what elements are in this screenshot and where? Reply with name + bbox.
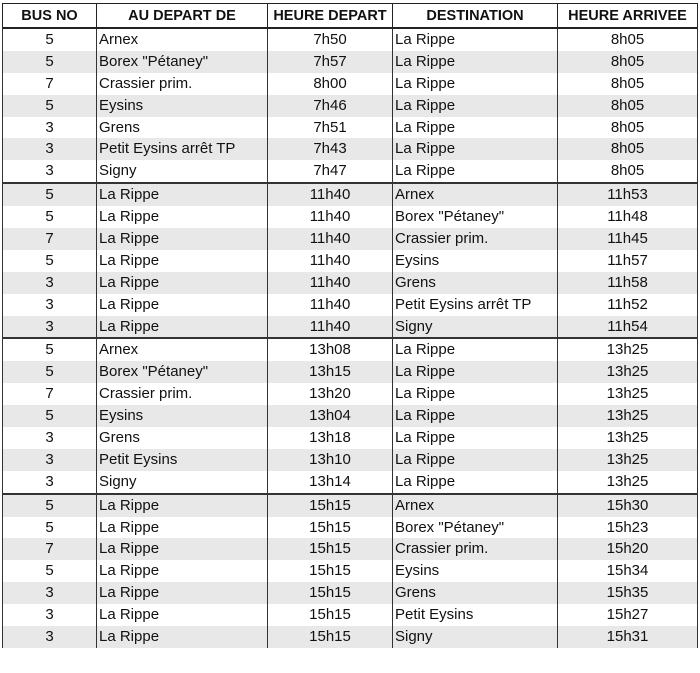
table-row [3,73,698,95]
departure-time-cell: 7h51 [268,117,393,139]
destination-cell: Borex "Pétaney" [393,206,558,228]
arrival-time-cell: 8h05 [558,160,698,183]
arrival-time-cell: 8h05 [558,138,698,160]
header-bus-no: BUS NO [3,4,97,29]
table-row [3,361,698,383]
departure-time-cell: 15h15 [268,494,393,517]
departure-place-cell: La Rippe [97,517,268,539]
bus-number-cell: 5 [3,95,97,117]
destination-cell: La Rippe [393,471,558,494]
departure-time-cell: 13h20 [268,383,393,405]
departure-place-cell: La Rippe [97,626,268,648]
table-row [3,160,698,183]
destination-cell: Signy [393,316,558,339]
bus-number-cell: 5 [3,494,97,517]
departure-time-cell: 13h10 [268,449,393,471]
destination-cell: Signy [393,626,558,648]
table-row [3,228,698,250]
destination-cell: La Rippe [393,160,558,183]
bus-number-cell: 3 [3,138,97,160]
bus-number-cell: 5 [3,28,97,51]
table-body [3,28,698,648]
departure-time-cell: 7h46 [268,95,393,117]
destination-cell: Crassier prim. [393,228,558,250]
arrival-time-cell: 13h25 [558,361,698,383]
table-row [3,582,698,604]
arrival-time-cell: 13h25 [558,383,698,405]
destination-cell: La Rippe [393,361,558,383]
destination-cell: Grens [393,272,558,294]
table-row [3,28,698,51]
departure-time-cell: 7h50 [268,28,393,51]
destination-cell: La Rippe [393,405,558,427]
departure-time-cell: 11h40 [268,183,393,206]
bus-number-cell: 5 [3,405,97,427]
table-row [3,427,698,449]
arrival-time-cell: 13h25 [558,338,698,361]
header-arrival-time: HEURE ARRIVEE [558,4,698,29]
destination-cell: La Rippe [393,338,558,361]
arrival-time-cell: 13h25 [558,449,698,471]
departure-place-cell: Crassier prim. [97,73,268,95]
departure-place-cell: La Rippe [97,294,268,316]
destination-cell: La Rippe [393,449,558,471]
departure-time-cell: 11h40 [268,272,393,294]
arrival-time-cell: 11h53 [558,183,698,206]
arrival-time-cell: 13h25 [558,427,698,449]
arrival-time-cell: 13h25 [558,471,698,494]
table-row [3,560,698,582]
arrival-time-cell: 11h52 [558,294,698,316]
bus-number-cell: 3 [3,117,97,139]
destination-cell: La Rippe [393,427,558,449]
table-row [3,206,698,228]
arrival-time-cell: 11h48 [558,206,698,228]
bus-number-cell: 5 [3,338,97,361]
departure-place-cell: La Rippe [97,183,268,206]
departure-time-cell: 15h15 [268,604,393,626]
destination-cell: La Rippe [393,51,558,73]
destination-cell: Crassier prim. [393,538,558,560]
departure-place-cell: Borex "Pétaney" [97,51,268,73]
arrival-time-cell: 15h34 [558,560,698,582]
departure-time-cell: 8h00 [268,73,393,95]
bus-number-cell: 5 [3,560,97,582]
departure-place-cell: Eysins [97,405,268,427]
departure-place-cell: Grens [97,117,268,139]
bus-number-cell: 5 [3,361,97,383]
arrival-time-cell: 8h05 [558,28,698,51]
arrival-time-cell: 8h05 [558,95,698,117]
arrival-time-cell: 15h27 [558,604,698,626]
bus-number-cell: 5 [3,51,97,73]
table-row [3,95,698,117]
departure-place-cell: Petit Eysins arrêt TP [97,138,268,160]
bus-number-cell: 7 [3,228,97,250]
destination-cell: Eysins [393,250,558,272]
departure-time-cell: 11h40 [268,294,393,316]
arrival-time-cell: 11h54 [558,316,698,339]
departure-place-cell: La Rippe [97,206,268,228]
departure-place-cell: Arnex [97,28,268,51]
bus-number-cell: 3 [3,626,97,648]
departure-place-cell: Signy [97,471,268,494]
arrival-time-cell: 15h23 [558,517,698,539]
table-row [3,604,698,626]
table-row [3,383,698,405]
bus-number-cell: 5 [3,250,97,272]
destination-cell: Petit Eysins [393,604,558,626]
departure-place-cell: La Rippe [97,560,268,582]
departure-time-cell: 13h14 [268,471,393,494]
bus-number-cell: 3 [3,316,97,339]
departure-time-cell: 11h40 [268,206,393,228]
table-row [3,51,698,73]
header-row [3,4,698,29]
departure-place-cell: La Rippe [97,250,268,272]
table-row [3,494,698,517]
departure-time-cell: 7h47 [268,160,393,183]
bus-number-cell: 3 [3,604,97,626]
departure-time-cell: 13h08 [268,338,393,361]
arrival-time-cell: 11h58 [558,272,698,294]
departure-time-cell: 13h18 [268,427,393,449]
arrival-time-cell: 15h35 [558,582,698,604]
departure-time-cell: 15h15 [268,560,393,582]
arrival-time-cell: 11h45 [558,228,698,250]
table-row [3,250,698,272]
table-row [3,183,698,206]
table-row [3,517,698,539]
bus-number-cell: 5 [3,183,97,206]
table-row [3,471,698,494]
departure-time-cell: 13h04 [268,405,393,427]
arrival-time-cell: 11h57 [558,250,698,272]
destination-cell: Borex "Pétaney" [393,517,558,539]
departure-time-cell: 11h40 [268,316,393,339]
bus-number-cell: 3 [3,160,97,183]
bus-number-cell: 3 [3,582,97,604]
header-depart-from: AU DEPART DE [97,4,268,29]
departure-time-cell: 15h15 [268,517,393,539]
table-row [3,117,698,139]
header-destination: DESTINATION [393,4,558,29]
departure-time-cell: 15h15 [268,538,393,560]
bus-number-cell: 5 [3,206,97,228]
destination-cell: La Rippe [393,138,558,160]
destination-cell: La Rippe [393,28,558,51]
departure-place-cell: Petit Eysins [97,449,268,471]
bus-schedule-table [2,3,698,648]
destination-cell: La Rippe [393,73,558,95]
departure-place-cell: La Rippe [97,538,268,560]
table-row [3,405,698,427]
destination-cell: Arnex [393,183,558,206]
header-departure-time: HEURE DEPART [268,4,393,29]
bus-number-cell: 3 [3,272,97,294]
departure-time-cell: 7h57 [268,51,393,73]
departure-time-cell: 13h15 [268,361,393,383]
departure-place-cell: La Rippe [97,494,268,517]
departure-time-cell: 15h15 [268,626,393,648]
departure-place-cell: La Rippe [97,582,268,604]
departure-place-cell: Borex "Pétaney" [97,361,268,383]
destination-cell: Arnex [393,494,558,517]
departure-time-cell: 15h15 [268,582,393,604]
bus-number-cell: 7 [3,73,97,95]
departure-time-cell: 11h40 [268,228,393,250]
bus-number-cell: 3 [3,294,97,316]
destination-cell: La Rippe [393,95,558,117]
departure-place-cell: La Rippe [97,604,268,626]
table-row [3,316,698,339]
arrival-time-cell: 15h31 [558,626,698,648]
departure-place-cell: Arnex [97,338,268,361]
departure-place-cell: La Rippe [97,316,268,339]
table-row [3,449,698,471]
destination-cell: La Rippe [393,117,558,139]
destination-cell: Grens [393,582,558,604]
table-row [3,338,698,361]
departure-place-cell: La Rippe [97,228,268,250]
bus-number-cell: 3 [3,449,97,471]
bus-number-cell: 7 [3,383,97,405]
destination-cell: La Rippe [393,383,558,405]
arrival-time-cell: 15h20 [558,538,698,560]
arrival-time-cell: 8h05 [558,73,698,95]
departure-time-cell: 11h40 [268,250,393,272]
destination-cell: Petit Eysins arrêt TP [393,294,558,316]
departure-place-cell: Eysins [97,95,268,117]
table-header [3,4,698,29]
departure-place-cell: Signy [97,160,268,183]
bus-number-cell: 3 [3,471,97,494]
departure-place-cell: La Rippe [97,272,268,294]
departure-place-cell: Crassier prim. [97,383,268,405]
arrival-time-cell: 13h25 [558,405,698,427]
destination-cell: Eysins [393,560,558,582]
table-row [3,272,698,294]
arrival-time-cell: 8h05 [558,51,698,73]
bus-number-cell: 7 [3,538,97,560]
table-row [3,138,698,160]
bus-number-cell: 5 [3,517,97,539]
arrival-time-cell: 15h30 [558,494,698,517]
arrival-time-cell: 8h05 [558,117,698,139]
departure-place-cell: Grens [97,427,268,449]
table-row [3,538,698,560]
bus-number-cell: 3 [3,427,97,449]
table-row [3,626,698,648]
table-row [3,294,698,316]
departure-time-cell: 7h43 [268,138,393,160]
